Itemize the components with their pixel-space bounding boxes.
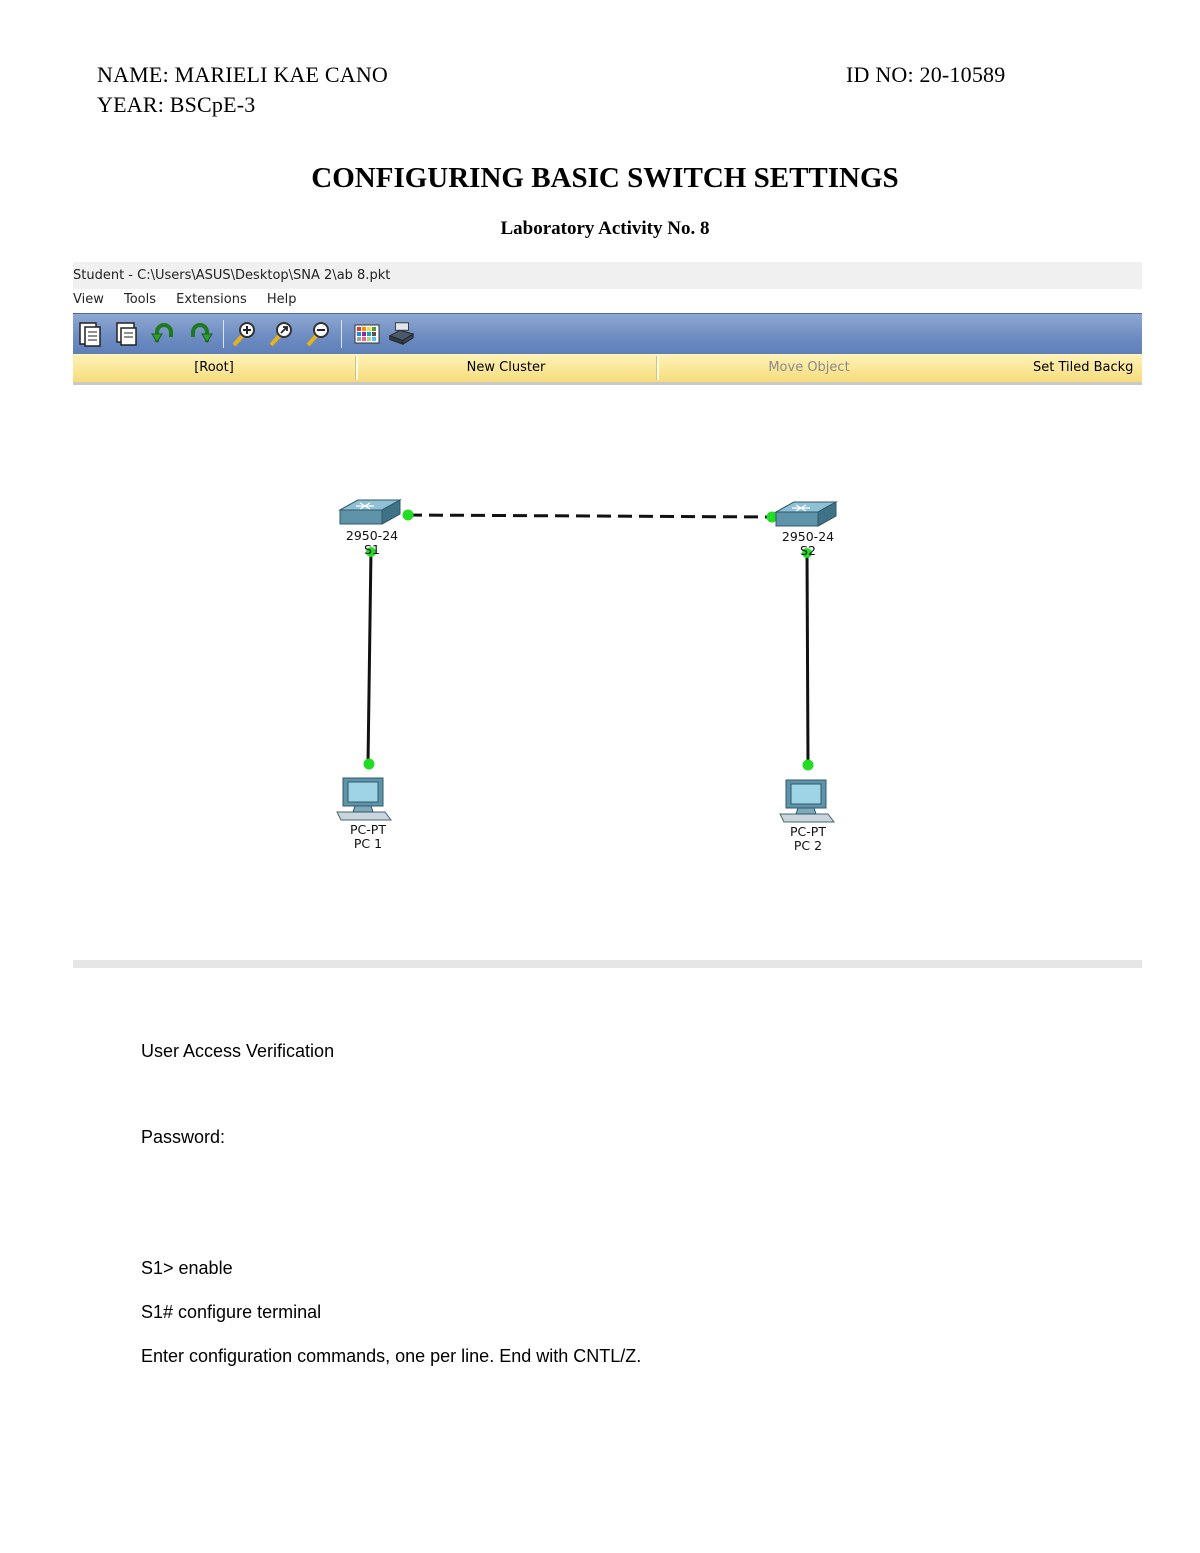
s2-model: 2950-24	[781, 529, 835, 544]
menu-extensions[interactable]: Extensions	[176, 292, 247, 307]
student-name: NAME: MARIELI KAE CANO	[97, 62, 388, 87]
toolbar-separator	[341, 320, 342, 348]
palette-icon[interactable]	[353, 320, 381, 348]
link-s1-s2[interactable]	[408, 515, 773, 517]
zoom-out-icon[interactable]	[304, 320, 332, 348]
s2-label	[767, 530, 849, 558]
copy-icon[interactable]	[76, 320, 104, 348]
pc2-model: PC-PT	[790, 824, 826, 839]
undo-icon[interactable]	[150, 320, 178, 348]
network-topology	[73, 382, 1142, 960]
set-tiled-background-button[interactable]: Set Tiled Backg	[1033, 360, 1134, 375]
menu-help[interactable]: Help	[266, 292, 297, 307]
workspace-nav-bar	[73, 354, 1142, 385]
pc1-model: PC-PT	[350, 822, 386, 837]
window-title: Student - C:\Users\ASUS\Desktop\SNA 2\ab 8.pkt	[73, 268, 391, 283]
s1-label	[331, 529, 413, 557]
toolbar	[73, 313, 1142, 354]
window-title-bar	[73, 262, 1142, 289]
link-light	[364, 759, 375, 770]
canvas-bottom-edge	[73, 960, 1142, 968]
move-object-button[interactable]: Move Object	[768, 360, 850, 375]
link-s1-pc1[interactable]	[368, 550, 371, 764]
student-year: YEAR: BSCpE-3	[97, 92, 256, 117]
console-line-user-access: User Access Verification	[141, 1041, 335, 1061]
menu-bar	[73, 289, 1142, 311]
document-subtitle: Laboratory Activity No. 8	[500, 218, 710, 239]
pc2-name: PC 2	[793, 838, 823, 853]
document-title: CONFIGURING BASIC SWITCH SETTINGS	[311, 162, 899, 194]
root-button[interactable]: [Root]	[194, 360, 234, 375]
pc2-icon[interactable]	[780, 780, 834, 822]
s1-model: 2950-24	[345, 528, 399, 543]
link-s2-pc2[interactable]	[807, 550, 808, 765]
zoom-in-icon[interactable]	[230, 320, 258, 348]
console-line-enable: S1> enable	[141, 1258, 233, 1278]
pc1-icon[interactable]	[337, 778, 391, 820]
redo-icon[interactable]	[186, 320, 214, 348]
pc1-name: PC 1	[353, 836, 383, 851]
s2-name: S2	[800, 543, 816, 558]
custom-device-icon[interactable]	[387, 320, 415, 348]
switch-s2-icon[interactable]	[776, 502, 836, 526]
pc2-label	[767, 825, 849, 853]
zoom-reset-icon[interactable]	[267, 320, 295, 348]
toolbar-separator	[223, 320, 224, 348]
packet-tracer-screenshot	[73, 262, 1142, 968]
menu-tools[interactable]: Tools	[124, 292, 157, 307]
console-line-configure: S1# configure terminal	[141, 1302, 322, 1322]
menu-view[interactable]: View	[73, 292, 104, 307]
s1-name: S1	[364, 542, 380, 557]
console-line-password: Password:	[141, 1127, 226, 1147]
switch-s1-icon[interactable]	[340, 500, 400, 524]
new-cluster-button[interactable]: New Cluster	[466, 360, 546, 375]
paste-icon[interactable]	[112, 320, 140, 348]
link-light	[803, 760, 814, 771]
link-light	[403, 510, 414, 521]
pc1-label	[327, 823, 409, 851]
console-line-config-mode: Enter configuration commands, one per line. End with CNTL/Z.	[141, 1346, 642, 1366]
student-id: ID NO: 20-10589	[846, 62, 1006, 87]
